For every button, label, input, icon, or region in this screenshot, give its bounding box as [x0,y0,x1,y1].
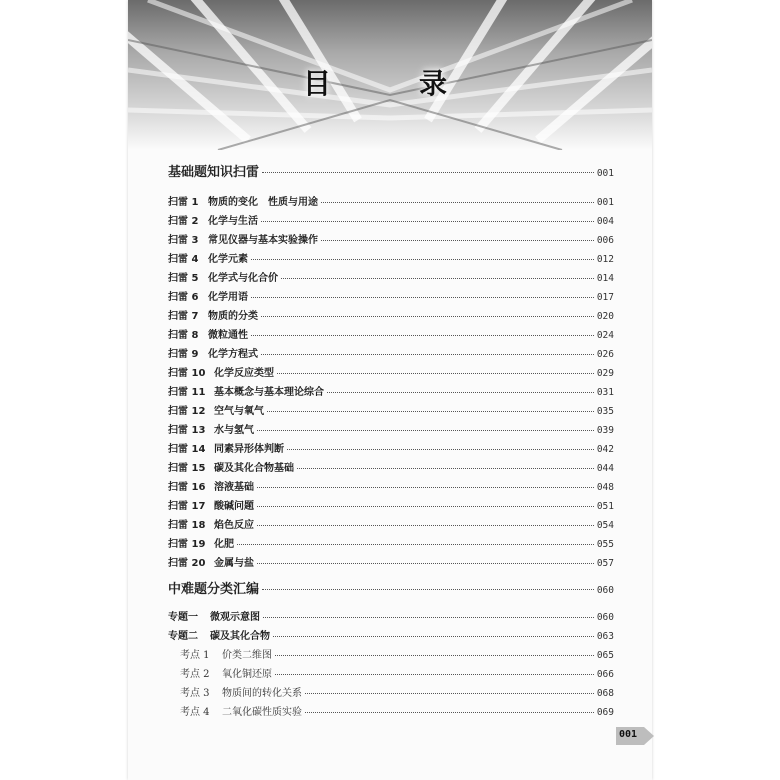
entry-page: 055 [596,539,614,550]
entry-number: 扫雷 17 [168,501,206,512]
dot-leader [251,259,594,260]
entry-number: 扫雷 13 [168,425,206,436]
entry-title: 酸碱问题 [214,501,254,512]
entry-number: 扫雷 10 [168,368,206,379]
toc-entry [168,535,614,550]
entry-number: 扫雷 5 [168,273,199,284]
entry-page: 012 [596,254,614,265]
toc-entry [168,326,614,341]
entry-title: 化学方程式 [208,349,258,360]
dot-leader [327,392,594,393]
entry-page: 039 [596,425,614,436]
section-heading [168,161,614,180]
toc-subentry [180,684,614,699]
toc-entry [168,307,614,322]
dot-leader [262,172,594,173]
entry-number: 扫雷 12 [168,406,206,417]
entry-title: 微粒通性 [208,330,248,341]
entry-number: 专题一 [168,612,198,623]
entry-number: 扫雷 3 [168,235,199,246]
dot-leader [275,674,594,675]
entry-page: 051 [596,501,614,512]
toc-entry [168,212,614,227]
entry-title: 基本概念与基本理论综合 [214,387,324,398]
entry-title: 物质的分类 [208,311,258,322]
dot-leader [267,411,594,412]
entry-title: 化学式与化合价 [208,273,278,284]
toc-entry [168,364,614,379]
toc-subentry [180,665,614,680]
dot-leader [257,563,594,564]
toc-entry [168,459,614,474]
entry-title: 化学与生活 [208,216,258,227]
toc-entry [168,345,614,360]
toc-entry [168,440,614,455]
toc-entry [168,516,614,531]
entry-title: 焰色反应 [214,520,254,531]
dot-leader [237,544,594,545]
entry-title: 物质的变化 性质与用途 [208,197,318,208]
toc-entry [168,554,614,569]
dot-leader [251,335,594,336]
dot-leader [321,202,594,203]
entry-number: 扫雷 6 [168,292,199,303]
toc-entry [168,402,614,417]
dot-leader [277,373,594,374]
subentry-page: 065 [596,650,614,661]
dot-leader [251,297,594,298]
subentry-title: 氧化铜还原 [222,669,272,680]
entry-page: 029 [596,368,614,379]
subentry-number: 考点 4 [180,707,210,718]
subentry-page: 069 [596,707,614,718]
entry-page: 035 [596,406,614,417]
dot-leader [275,655,594,656]
entry-page: 054 [596,520,614,531]
section-title: 中难题分类汇编 [168,582,260,597]
entry-number: 扫雷 4 [168,254,199,265]
subentry-number: 考点 2 [180,669,210,680]
entry-title: 碳及其化合物基础 [214,463,294,474]
entry-number: 扫雷 8 [168,330,199,341]
dot-leader [257,430,594,431]
toc-entry [168,193,614,208]
dot-leader [297,468,594,469]
dot-leader [263,617,594,618]
entry-title: 溶液基础 [214,482,254,493]
entry-title: 化学反应类型 [214,368,274,379]
entry-number: 扫雷 9 [168,349,199,360]
entry-title: 碳及其化合物 [210,631,270,642]
dot-leader [257,506,594,507]
subentry-title: 价类二维图 [222,650,272,661]
subentry-title: 物质间的转化关系 [222,688,302,699]
toc-entry [168,478,614,493]
dot-leader [257,487,594,488]
entry-title: 同素异形体判断 [214,444,284,455]
dot-leader [273,636,594,637]
dot-leader [261,316,594,317]
entry-number: 专题二 [168,631,198,642]
toc-subentry [180,646,614,661]
entry-number: 扫雷 19 [168,539,206,550]
entry-title: 金属与盐 [214,558,254,569]
toc-entry [168,288,614,303]
dot-leader [305,693,594,694]
entry-number: 扫雷 2 [168,216,199,227]
subentry-page: 066 [596,669,614,680]
page-number-tab [616,727,654,745]
section-page: 060 [596,585,614,596]
entry-page: 057 [596,558,614,569]
entry-page: 026 [596,349,614,360]
entry-page: 042 [596,444,614,455]
dot-leader [257,525,594,526]
entry-title: 化学用语 [208,292,248,303]
entry-title: 空气与氧气 [214,406,264,417]
dot-leader [305,712,594,713]
book-page [128,0,652,780]
entry-number: 扫雷 16 [168,482,206,493]
table-of-contents [128,0,652,780]
entry-page: 006 [596,235,614,246]
entry-number: 扫雷 20 [168,558,206,569]
toc-entry [168,383,614,398]
entry-title: 化肥 [214,539,234,550]
toc-entry [168,269,614,284]
entry-page: 017 [596,292,614,303]
subentry-title: 二氧化碳性质实验 [222,707,302,718]
entry-title: 化学元素 [208,254,248,265]
dot-leader [262,589,594,590]
dot-leader [321,240,594,241]
dot-leader [281,278,594,279]
section-title: 基础题知识扫雷 [168,165,260,180]
entry-title: 微观示意图 [210,612,260,623]
entry-page: 014 [596,273,614,284]
entry-page: 063 [596,631,614,642]
entry-number: 扫雷 7 [168,311,199,322]
dot-leader [261,354,594,355]
page-number: 001 [619,729,638,740]
entry-page: 031 [596,387,614,398]
toc-subentry [180,703,614,718]
toc-entry [168,250,614,265]
entry-page: 048 [596,482,614,493]
entry-page: 060 [596,612,614,623]
entry-title: 常见仪器与基本实验操作 [208,235,318,246]
entry-number: 扫雷 1 [168,197,199,208]
page-title: 目 录 [302,67,477,100]
toc-entry [168,421,614,436]
entry-number: 扫雷 18 [168,520,206,531]
entry-number: 扫雷 15 [168,463,206,474]
entry-page: 044 [596,463,614,474]
entry-title: 水与氢气 [214,425,254,436]
entry-page: 024 [596,330,614,341]
dot-leader [261,221,594,222]
toc-entry [168,231,614,246]
subentry-number: 考点 1 [180,650,210,661]
toc-entry [168,608,614,623]
entry-number: 扫雷 11 [168,387,206,398]
entry-page: 004 [596,216,614,227]
entry-page: 020 [596,311,614,322]
entry-page: 001 [596,197,614,208]
section-page: 001 [596,168,614,179]
toc-entry [168,627,614,642]
toc-entry [168,497,614,512]
entry-number: 扫雷 14 [168,444,206,455]
dot-leader [287,449,594,450]
subentry-number: 考点 3 [180,688,210,699]
subentry-page: 068 [596,688,614,699]
section-heading [168,578,614,597]
